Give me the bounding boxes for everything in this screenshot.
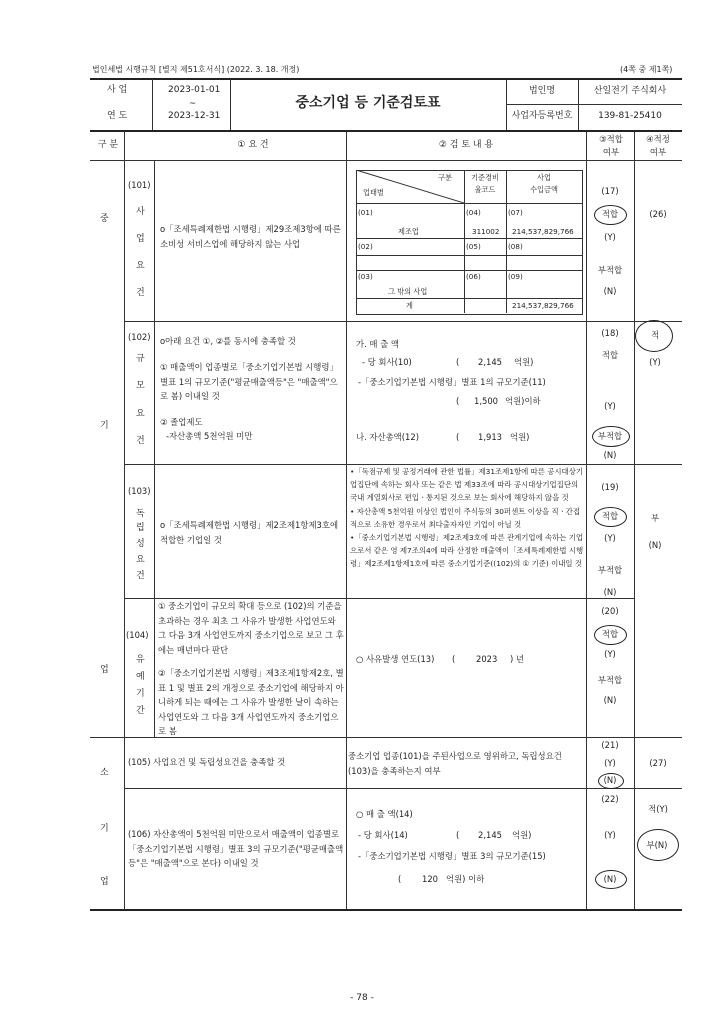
page-number: - 78 -	[350, 993, 374, 1003]
row106-proper-yes[interactable]: 적(Y)	[648, 804, 668, 814]
period-label-1: 사 업	[107, 85, 128, 95]
r1-code-no: (01)	[358, 208, 373, 217]
row106-fit-y: (Y)	[604, 830, 616, 840]
corp-name-label: 법인명	[528, 86, 556, 96]
row101-v3: 요	[136, 261, 145, 271]
period-sep: ~	[189, 98, 197, 108]
side-sme-2: 기	[100, 421, 109, 431]
row102-fit-no: (18)	[601, 328, 619, 338]
page-indicator: (4쪽 중 제1쪽)	[620, 65, 673, 74]
row104-review-open: (	[452, 654, 456, 664]
th-code-1: 기준경비	[471, 173, 499, 182]
row102-rev-b-unit: 억원)	[514, 357, 534, 367]
total-label: 계	[406, 301, 413, 310]
row101-proper: (26)	[649, 209, 667, 219]
row101-fit-yes[interactable]: 적합	[601, 209, 619, 219]
col-review: ② 검 토 내 용	[438, 140, 494, 150]
row102-fit-n: (N)	[603, 450, 617, 460]
row102-v1: 규	[136, 354, 145, 364]
row104-v1: 유	[136, 655, 145, 665]
th-rev-2: 수입금액	[530, 185, 558, 194]
row104-fit-no: (20)	[601, 606, 619, 616]
r1-name: 제조업	[398, 227, 419, 236]
row102-rev-a: 가. 매 출 액	[356, 339, 400, 349]
row104-v2: 예	[136, 672, 145, 682]
row102-rev-d-open: (	[456, 396, 460, 406]
row104-v3: 기	[136, 689, 145, 699]
row104-fit-n: (N)	[603, 695, 617, 705]
biz-no: 139-81-25410	[598, 111, 662, 121]
row103-fit-yes[interactable]: 적합	[601, 511, 619, 521]
r1-cd: 311002	[472, 227, 500, 236]
row103-fit-no: (19)	[601, 482, 619, 492]
col-fit4-2: 여부	[649, 147, 667, 157]
row102-rev-b-label: - 당 회사(10)	[362, 357, 412, 367]
r2-code-no: (02)	[358, 242, 373, 251]
top-border	[90, 78, 682, 80]
row102-rev-e-val: 1,913	[478, 432, 502, 442]
row106-fit-n[interactable]: (N)	[603, 874, 617, 884]
row105-fit-n[interactable]: (N)	[603, 775, 617, 785]
row104-review-label: ○ 사유발생 연도(13)	[356, 654, 435, 664]
row106-rev-d-open: (	[398, 874, 402, 884]
row102-rev-d-val: 1,500	[474, 396, 498, 406]
period-start: 2023-01-01	[168, 85, 221, 95]
row103-proper-n: (N)	[648, 540, 662, 550]
row103-fit-y: (Y)	[604, 533, 616, 543]
row102-fit-y: (Y)	[604, 401, 616, 411]
row105-fit-no: (21)	[601, 740, 619, 750]
th-gubun: 구분	[438, 173, 452, 182]
row102-v3: 요	[136, 409, 145, 419]
row101-code: (101)	[128, 180, 151, 190]
row103-v5: 건	[136, 571, 145, 581]
r3-name: 그 밖의 사업	[388, 287, 428, 296]
corp-name: 산일전기 주식회사	[593, 86, 667, 96]
side-sme-1: 중	[100, 214, 109, 224]
row104-fit-yes[interactable]: 적합	[601, 629, 619, 639]
th-industry: 업태별	[363, 188, 384, 197]
row102-fit-yes[interactable]: 적합	[601, 350, 619, 360]
row102-proper-yes[interactable]: 적	[650, 330, 660, 340]
row102-rev-e-open: (	[456, 432, 460, 442]
row103-fit-nolabel[interactable]: 부적합	[597, 565, 623, 575]
row106-requirement: (106) 자산총액이 5천억원 미만으로서 매출액이 업종별로「중소기업기본법 시행령」별표 3의 규모기준("평균매출액등"은 "매출액"으로 본다) 이내일 것	[128, 829, 344, 868]
row105-fit-y: (Y)	[604, 758, 616, 768]
row102-v2: 모	[136, 381, 145, 391]
row102-req-1: o아래 요건 ①, ②를 동시에 충족할 것	[160, 336, 296, 346]
r3-cd-no: (06)	[466, 272, 481, 281]
row101-v4: 건	[136, 288, 145, 298]
row106-fit-no: (22)	[601, 794, 619, 804]
row103-v4: 요	[136, 555, 145, 565]
total-amt: 214,537,829,766	[512, 301, 574, 310]
row101-requirement: o「조세특례제한법 시행령」제29조제3항에 따른 소비성 서비스업에 해당하지 않는 사업	[160, 224, 341, 249]
col-category: 구 분	[97, 140, 119, 150]
row102-rev-d-unit: 억원)이하	[505, 396, 541, 406]
row102-rev-b-val: 2,145	[478, 357, 502, 367]
row103-v3: 성	[136, 539, 145, 549]
row106-rev-b-open: (	[456, 830, 460, 840]
row105-proper: (27)	[649, 758, 667, 768]
col-fit3-1: ③적합	[599, 134, 623, 144]
row106-rev-b-label: - 당 회사(14)	[358, 830, 408, 840]
row102-proper-y: (Y)	[649, 357, 661, 367]
th-code-2: 율코드	[474, 185, 496, 194]
row104-v4: 간	[136, 706, 145, 716]
row104-req-2: ②「중소기업기본법 시행령」제3조제1항제2호, 별표 1 및 별표 2의 개정으로 중소기업에 해당하지 아니하게 되는 때에는 그 사유가 발생한 날이 속하는 사업연도와 그 다음 3개 사업연도까지 중소기업으로 봄	[158, 668, 344, 736]
row102-rev-e-label: 나. 자산총액(12)	[356, 432, 419, 442]
row102-code: (102)	[128, 332, 151, 342]
regulation-text: 법인세법 시행규칙 [별지 제51호서식] (2022. 3. 18. 개정)	[92, 65, 300, 74]
row106-rev-d-unit: 억원) 이하	[446, 874, 485, 884]
col-fit3-2: 여부	[602, 147, 620, 157]
period-end: 2023-12-31	[168, 111, 221, 121]
row101-fit-y: (Y)	[604, 232, 616, 242]
row106-rev-a: ○ 매 출 액(14)	[356, 809, 413, 819]
row106-rev-c: -「중소기업기본법 시행령」별표 3의 규모기준(15)	[358, 851, 546, 861]
side-small-3: 업	[100, 877, 109, 887]
row102-req-3: ② 졸업제도	[160, 417, 203, 427]
r3-amt-no: (09)	[508, 272, 523, 281]
r2-amt-no: (08)	[508, 242, 523, 251]
col-requirement: ① 요 건	[237, 140, 269, 150]
row103-v1: 독	[136, 509, 145, 519]
row104-review-year: 2023	[476, 654, 498, 664]
th-rev-1: 사업	[537, 173, 551, 182]
side-sme-3: 업	[100, 665, 109, 675]
r1-cd-no: (04)	[466, 208, 481, 217]
row103-proper-no[interactable]: 부	[650, 513, 660, 523]
row105-requirement: (105) 사업요건 및 독립성요건을 충족할 것	[128, 757, 286, 767]
biz-no-label: 사업자등록번호	[511, 111, 573, 121]
row103-requirement: o「조세특례제한법 시행령」제2조제1항제3호에 적합한 기업일 것	[160, 520, 339, 545]
row102-v4: 건	[136, 436, 145, 446]
row102-req-2: ① 매출액이 업종별로「중소기업기본법 시행령」별표 1의 규모기준("평균매출액등"은 "매출액"으로 봄) 이내일 것	[160, 362, 338, 401]
row102-rev-c: -「중소기업기본법 시행령」별표 1의 규모기준(11)	[358, 377, 546, 387]
row104-fit-nolabel[interactable]: 부적합	[597, 675, 623, 685]
r3-code-no: (03)	[358, 272, 373, 281]
r1-amt: 214,537,829,766	[512, 227, 574, 236]
r2-cd-no: (05)	[466, 242, 481, 251]
row103-fit-n: (N)	[603, 587, 617, 597]
row104-fit-y: (Y)	[604, 649, 616, 659]
period-label-2: 연 도	[107, 111, 128, 121]
row105-review: 중소기업 업종(101)을 주된사업으로 영위하고, 독립성요건(103)을 충족하는지 여부	[348, 751, 562, 776]
row106-rev-d-val: 120	[422, 874, 438, 884]
side-small-1: 소	[100, 768, 109, 778]
row104-req-1: ① 중소기업이 규모의 확대 등으로 (102)의 기준을 초과하는 경우 최초 그 사유가 발생한 사업연도와 그 다음 3개 사업연도까지 중소기업으로 보고 그 후에는 매년마다 판단	[158, 601, 344, 655]
row103-code: (103)	[128, 486, 151, 496]
row106-rev-b-unit: 억원)	[512, 830, 532, 840]
row101-v1: 사	[136, 207, 145, 217]
row104-review-unit: ) 년	[510, 654, 525, 664]
page-title: 중소기업 등 기준검토표	[295, 95, 441, 111]
row101-fit-no: (17)	[601, 186, 619, 196]
side-small-2: 기	[100, 824, 109, 834]
row101-fit-nolabel[interactable]: 부적합	[597, 265, 623, 275]
row106-rev-b-val: 2,145	[478, 830, 502, 840]
row104-code: (104)	[126, 630, 149, 640]
col-fit4-1: ④적정	[646, 134, 670, 144]
row101-fit-n: (N)	[603, 286, 617, 296]
row101-v2: 업	[136, 234, 145, 244]
row103-review: •「독점규제 및 공정거래에 관한 법률」제31조제1항에 따른 공시대상기업집단에 속하는 회사 또는 같은 법 제33조에 따라 공시대상기업집단의 국내 계열회사로 편입ㆍ통지된 것으로 보는 회사에 해당하지 않을 것 • 자산총액 5천억원 이상인 법인이 주식등의 30퍼센트 이상을 직ㆍ간접적으로 소유한 경우로서 최다출자자인 기업이 아닐 것 •「중소기업기본법 시행령」제2조제3호에 따른 관계기업에 속하는 기업으로서 같은 영 제7조의4에 따라 산정한 매출액이「조세특례제한법 시행령」제2조제1항제1호에 따른 중소기업기준((102)의 ① 기준) 이내일 것	[350, 467, 584, 569]
row106-proper-no[interactable]: 부(N)	[646, 840, 668, 850]
row103-v2: 립	[136, 523, 145, 533]
row102-rev-e-unit: 억원)	[510, 432, 530, 442]
row102-fit-nolabel[interactable]: 부적합	[597, 431, 623, 441]
row102-rev-b-open: (	[456, 357, 460, 367]
row102-req-4: -자산총액 5천억원 미만	[166, 431, 253, 441]
r1-amt-no: (07)	[508, 208, 523, 217]
